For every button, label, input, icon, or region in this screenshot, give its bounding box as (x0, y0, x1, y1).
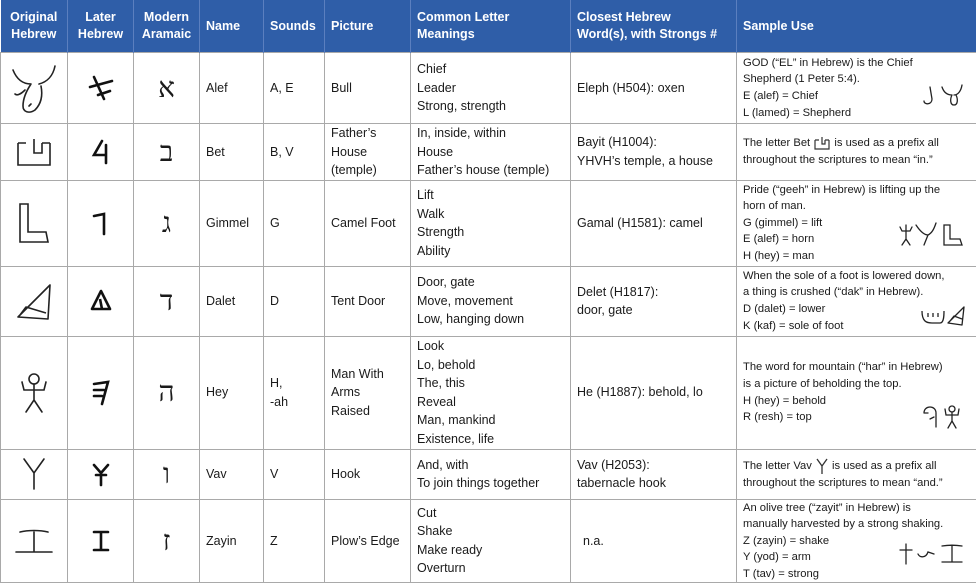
letter-name: Hey (200, 336, 264, 449)
letter-name: Vav (200, 449, 264, 499)
meanings-cell: Cut Shake Make ready Overturn (411, 499, 571, 583)
el-pictograph-icon (920, 83, 966, 109)
meanings-cell: Chief Leader Strong, strength (411, 53, 571, 124)
letter-sounds: B, V (264, 124, 325, 181)
modern-glyph: ז (134, 499, 200, 583)
header-name: Name (200, 0, 264, 53)
tent-door-icon (12, 279, 56, 323)
closest-word-cell: Bayit (H1004): YHVH’s temple, a house (571, 124, 737, 181)
ox-head-icon (9, 60, 59, 116)
table-row (1, 449, 976, 499)
sample-use-cell: The word for mountain (“har” in Hebrew) is a picture of beholding the top. H (hey) = behold R (resh) = top (737, 336, 976, 449)
sample-use-cell: The letter Bet is used as a prefix all throughout the scriptures to mean “in.” (737, 124, 976, 181)
later-glyph-cell (68, 449, 134, 499)
picture-label: Plow’s Edge (325, 499, 411, 583)
later-hey-icon (88, 378, 114, 408)
later-alef-icon (86, 73, 116, 103)
letter-sounds: G (264, 180, 325, 266)
header-sounds: Sounds (264, 0, 325, 53)
meanings-cell: And, with To join things together (411, 449, 571, 499)
original-glyph-cell (1, 53, 68, 124)
man-arms-raised-icon (16, 370, 52, 416)
modern-glyph: ד (134, 266, 200, 336)
original-glyph-cell (1, 449, 68, 499)
header-picture: Picture (325, 0, 411, 53)
plow-edge-icon (12, 524, 56, 558)
modern-glyph: ב (134, 124, 200, 181)
table-row (1, 266, 976, 336)
meanings-cell: In, inside, within House Father’s house (temple) (411, 124, 571, 181)
table-row (1, 53, 976, 124)
letter-sounds: H, -ah (264, 336, 325, 449)
letter-sounds: D (264, 266, 325, 336)
header-modern-aramaic: Modern Aramaic (134, 0, 200, 53)
header-closest-word: Closest Hebrew Word(s), with Strongs # (571, 0, 737, 53)
letter-name: Zayin (200, 499, 264, 583)
dak-pictograph-icon (920, 305, 966, 327)
later-gimmel-icon (89, 208, 113, 238)
letter-sounds: V (264, 449, 325, 499)
table-row (1, 124, 976, 181)
closest-word-cell: Gamal (H1581): camel (571, 180, 737, 266)
sample-use-cell: An olive tree (“zayit” in Hebrew) is manually harvested by a strong shaking. Z (zayin) = shake Y (yod) = arm T (tav) = strong (737, 499, 976, 583)
later-glyph-cell (68, 180, 134, 266)
closest-word-cell: Vav (H2053): tabernacle hook (571, 449, 737, 499)
original-glyph-cell (1, 180, 68, 266)
closest-word-cell: He (H1887): behold, lo (571, 336, 737, 449)
zayit-pictograph-icon (898, 542, 966, 566)
closest-word-cell: Eleph (H504): oxen (571, 53, 737, 124)
modern-glyph: א (134, 53, 200, 124)
closest-word-cell: Delet (H1817): door, gate (571, 266, 737, 336)
later-bet-icon (88, 137, 114, 167)
picture-label: Father’s House (temple) (325, 124, 411, 181)
vav-inline-icon (815, 457, 829, 475)
modern-glyph: ג (134, 180, 200, 266)
letter-name: Bet (200, 124, 264, 181)
letter-sounds: A, E (264, 53, 325, 124)
letter-name: Alef (200, 53, 264, 124)
later-zayin-icon (89, 527, 113, 555)
meanings-cell: Look Lo, behold The, this Reveal Man, mankind Existence, life (411, 336, 571, 449)
geeh-pictograph-icon (898, 221, 966, 247)
original-glyph-cell (1, 124, 68, 181)
later-vav-icon (88, 459, 114, 489)
meanings-cell: Lift Walk Strength Ability (411, 180, 571, 266)
camel-foot-icon (14, 200, 54, 246)
sample-use-cell: The letter Vav is used as a prefix all throughout the scriptures to mean “and.” (737, 449, 976, 499)
table-row (1, 499, 976, 583)
meanings-cell: Door, gate Move, movement Low, hanging down (411, 266, 571, 336)
later-glyph-cell (68, 499, 134, 583)
closest-word-cell: n.a. (571, 499, 737, 583)
header-later-hebrew: Later Hebrew (68, 0, 134, 53)
picture-label: Hook (325, 449, 411, 499)
header-sample-use: Sample Use (737, 0, 976, 53)
later-dalet-icon (88, 287, 114, 315)
sample-use-cell: When the sole of a foot is lowered down, a thing is crushed (“dak” in Hebrew). D (dalet) = lower K (kaf) = sole of foot (737, 266, 976, 336)
picture-label: Bull (325, 53, 411, 124)
letter-name: Dalet (200, 266, 264, 336)
picture-label: Man With Arms Raised (325, 336, 411, 449)
sample-use-cell: Pride (“geeh” in Hebrew) is lifting up the horn of man. G (gimmel) = lift E (alef) = horn H (hey) = man (737, 180, 976, 266)
later-glyph-cell (68, 266, 134, 336)
header-original-hebrew: Original Hebrew (1, 0, 68, 53)
letter-name: Gimmel (200, 180, 264, 266)
har-pictograph-icon (920, 403, 966, 431)
table-row (1, 180, 976, 266)
header-meanings: Common Letter Meanings (411, 0, 571, 53)
bet-inline-icon (813, 135, 831, 151)
modern-glyph: ו (134, 449, 200, 499)
later-glyph-cell (68, 53, 134, 124)
tent-peg-hook-icon (18, 455, 50, 493)
letter-sounds: Z (264, 499, 325, 583)
modern-glyph: ה (134, 336, 200, 449)
original-glyph-cell (1, 336, 68, 449)
table-row (1, 336, 976, 449)
original-glyph-cell (1, 266, 68, 336)
original-glyph-cell (1, 499, 68, 583)
later-glyph-cell (68, 336, 134, 449)
picture-label: Camel Foot (325, 180, 411, 266)
sample-use-cell: GOD (“EL” in Hebrew) is the Chief Shepherd (1 Peter 5:4). E (alef) = Chief L (lamed) = Shepherd (737, 53, 976, 124)
later-glyph-cell (68, 124, 134, 181)
house-floorplan-icon (14, 135, 54, 169)
header-row (1, 0, 976, 53)
picture-label: Tent Door (325, 266, 411, 336)
